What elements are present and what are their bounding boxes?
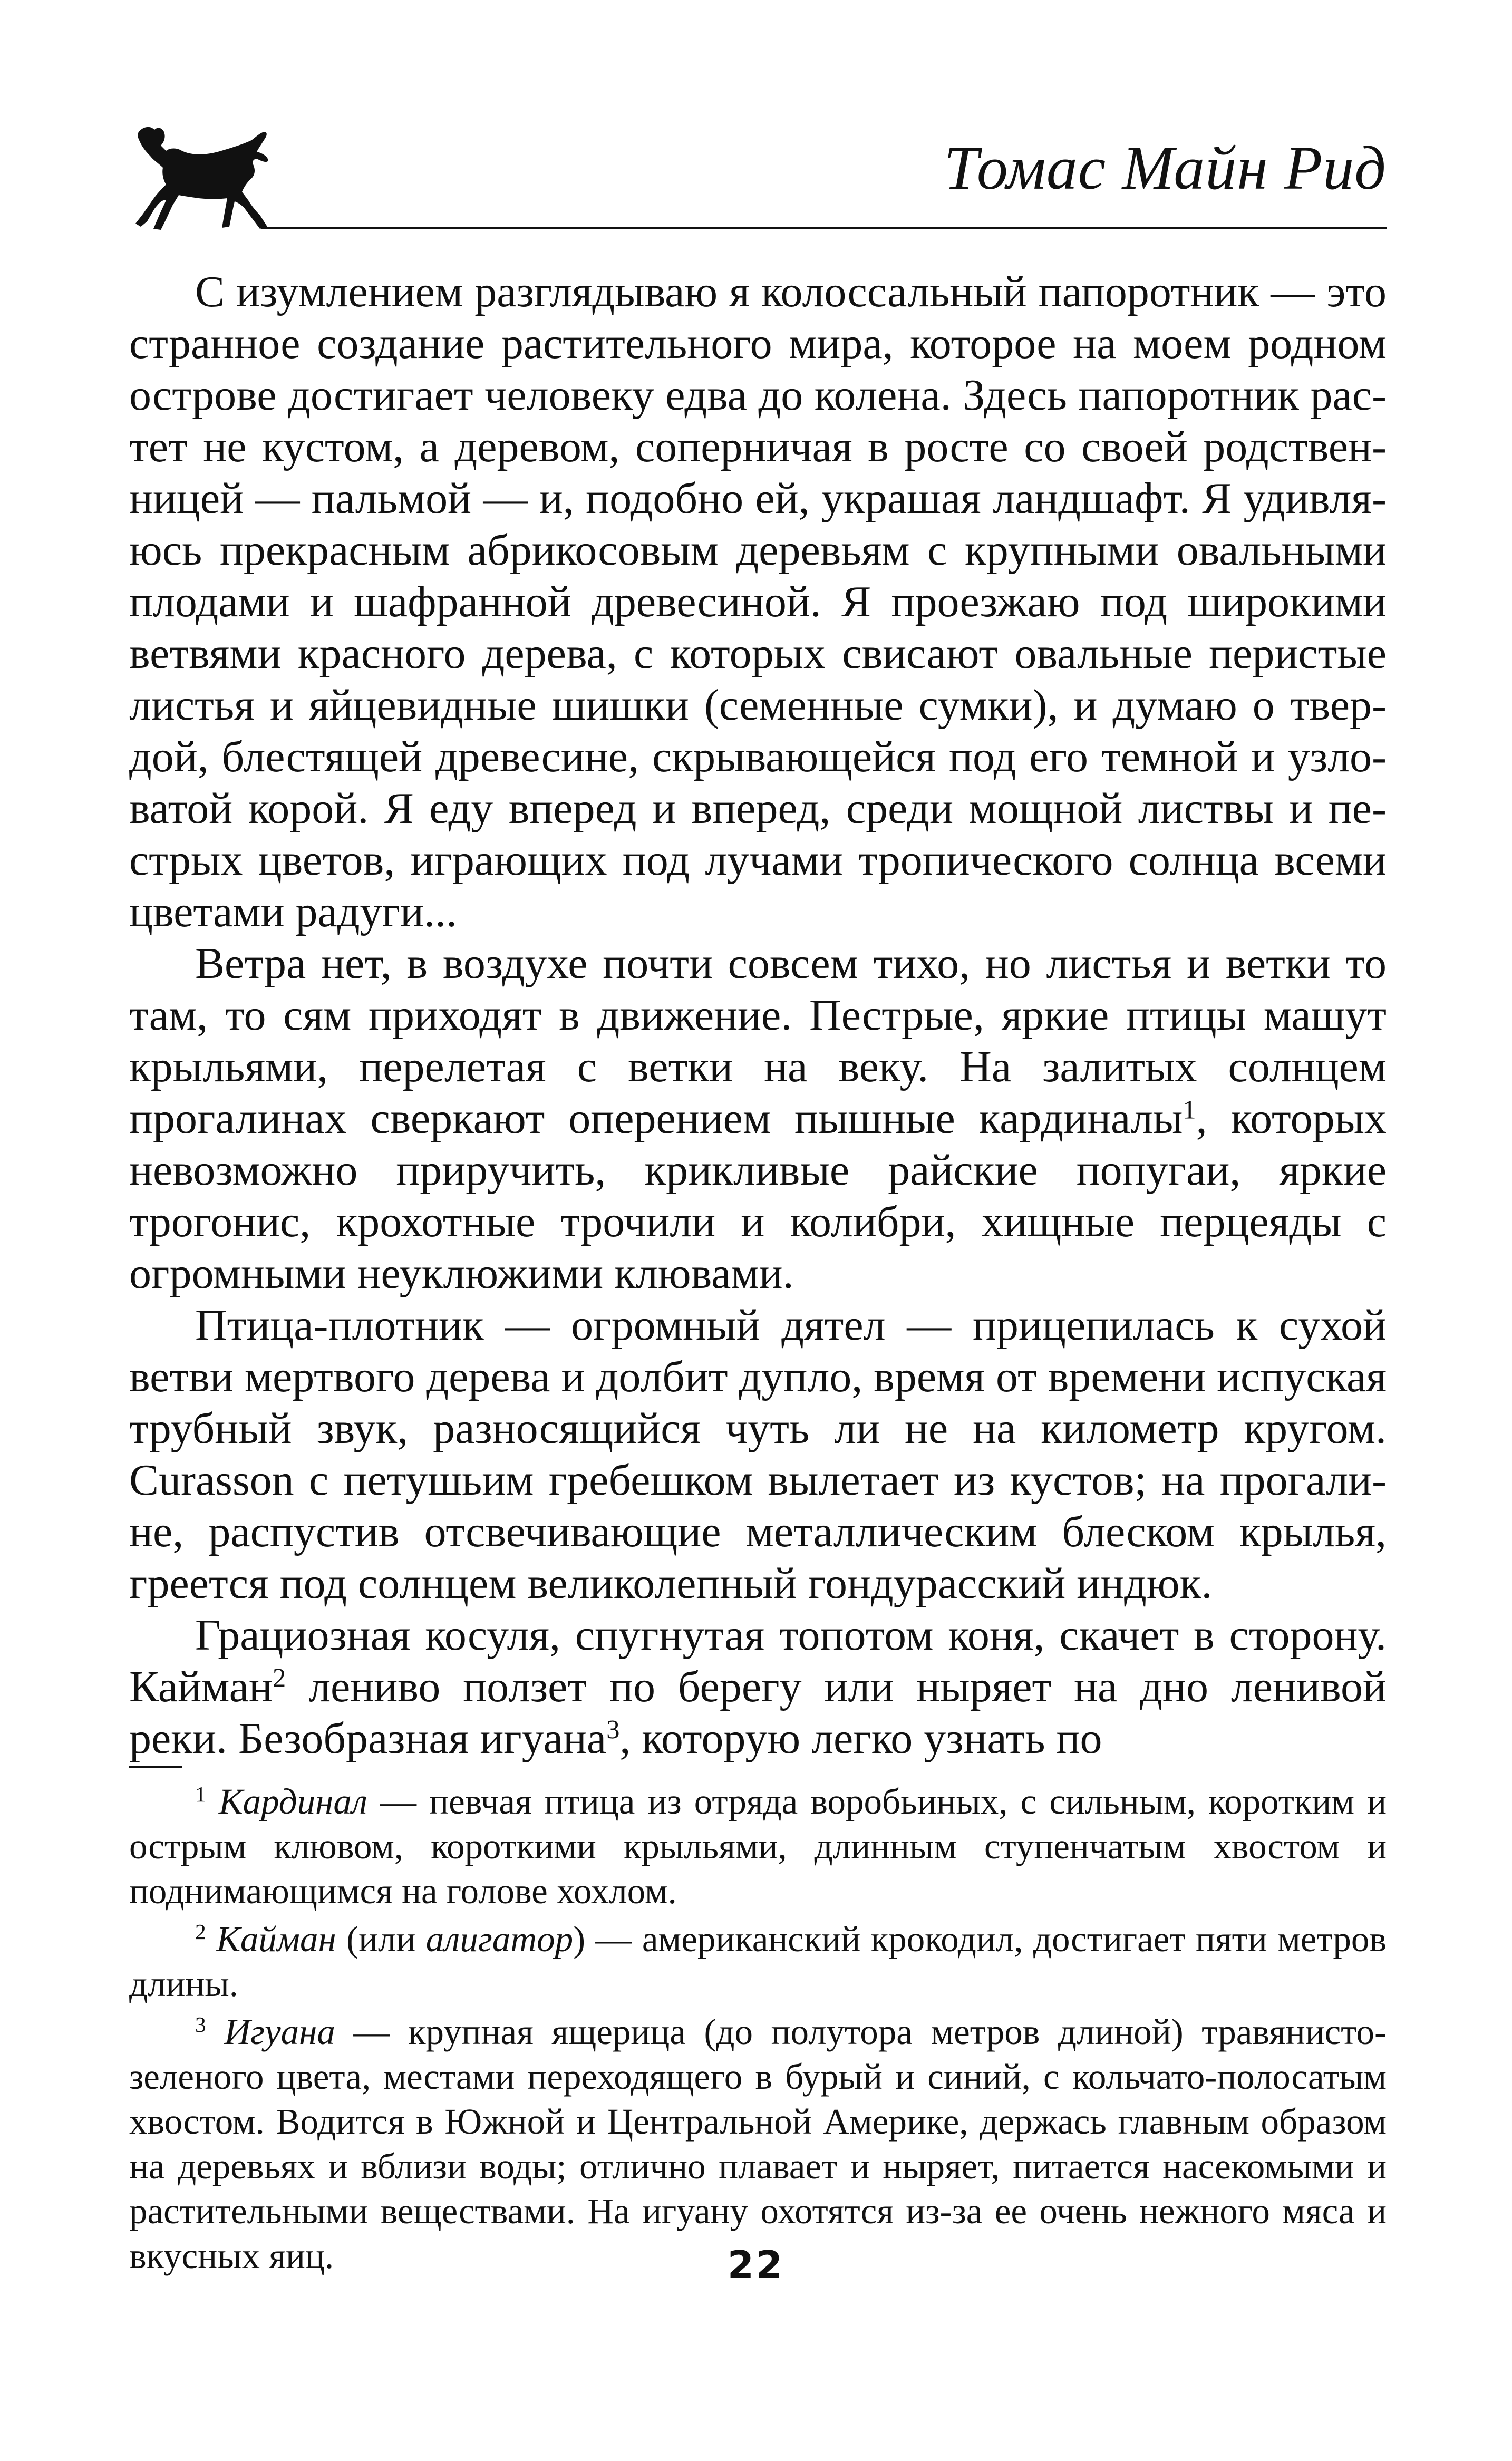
footnote <box>129 1917 1387 2007</box>
footnote <box>129 1779 1387 1914</box>
footnotes <box>129 1779 1387 2282</box>
horse-icon <box>129 121 272 235</box>
paragraph <box>129 266 1387 938</box>
footnote <box>129 2010 1387 2279</box>
footnote-separator <box>129 1766 182 1768</box>
footnote-text: — крупная ящерица (до полутора метров длиной) травянисто-зеленого цвета, местами переходящего в бурый и синий, с кольчато-полосатым хвостом. Водится в Южной и Центральной Америке, держась главным образом на деревьях и вблизи воды; отлично плавает и ныряет, питается насекомыми и растительными веществами. На игуану охотятся из-за ее очень нежного мяса и вкусных яиц. <box>129 2012 1387 2276</box>
footnote-term: алигатор <box>425 1919 574 1959</box>
footnote-number: 1 <box>195 1782 206 1807</box>
footnote-text: — певчая птица из отряда воробьиных, с сильным, коротким и острым клювом, короткими крыльями, длинным ступенчатым хвостом и поднимающимся на голове хохлом. <box>129 1781 1387 1911</box>
footnote-marker: 3 <box>606 1714 620 1745</box>
footnote-marker: 2 <box>272 1663 286 1693</box>
paragraph-text: , которых невозможно приручить, крикливые райские попугаи, яркие трогонис, крохотные трочили и колибри, хищные перцеяды с огромными неуклюжими клювами. <box>129 1094 1387 1298</box>
paragraph-text: , которую легко узнать по <box>619 1714 1102 1763</box>
paragraph-text: Ветра нет, в воздухе почти совсем тихо, но листья и ветки то там, то сям приходят в движение. Пестрые, яркие птицы машут крыльями, перелетая с ветки на веку. На залитых солнцем прогалинах сверкают оперением пышные кардиналы <box>129 939 1387 1143</box>
footnote-term: Кардинал <box>218 1781 367 1821</box>
footnote-number: 3 <box>195 2012 206 2037</box>
paragraph-text: лениво ползет по берегу или ныряет на дно ленивой реки. Безобразная игуана <box>129 1662 1387 1763</box>
paragraph-text: Птица-плотник — огромный дятел — прицепилась к сухой ветви мертвого дерева и долбит дупло, время от времени испуская трубный звук, разносящийся чуть ли не на километр кругом. Curasson с петушьим гребешком вылетает из кустов; на прогалине, распустив отсвечивающие металлическим блеском крылья, греется под солнцем великолепный гондурасский индюк. <box>129 1301 1387 1608</box>
footnote-text: ) — американский крокодил, достигает пяти метров длины. <box>129 1919 1387 2004</box>
footnote-number: 2 <box>195 1920 206 1944</box>
page-number: 22 <box>727 2243 785 2287</box>
paragraph <box>129 1300 1387 1610</box>
footnote-term: Кайман <box>216 1919 336 1959</box>
running-header <box>129 121 1387 237</box>
header-rule <box>261 227 1387 229</box>
paragraph <box>129 938 1387 1300</box>
paragraph <box>129 1610 1387 1765</box>
header-author: Томас Майн Рид <box>944 133 1387 202</box>
footnote-marker: 1 <box>1183 1094 1196 1125</box>
paragraph-text: Грациозная косуля, спугнутая топотом коня, скачет в сторону. Кайман <box>129 1611 1387 1711</box>
paragraph-text: С изумлением разглядываю я колоссальный папоротник — это странное создание растительного мира, которое на моем родном острове достигает человеку едва до колена. Здесь папоротник растет не кустом, а деревом, соперничая в росте со своей родственницей — пальмой — и, подобно ей, украшая ландшафт. Я удивляюсь прекрасным абрикосовым деревьям с крупными овальными плодами и шафранной древесиной. Я проезжаю под широкими ветвями красного дерева, с которых свисают овальные перистые листья и яйцевидные шишки (семенные сумки), и думаю о твердой, блестящей древесине, скрывающейся под его темной и узловатой корой. Я еду вперед и вперед, среди мощной листвы и пестрых цветов, играющих под лучами тропического солнца всеми цветами радуги... <box>129 267 1387 936</box>
main-text <box>129 266 1387 1765</box>
footnote-term: Игуана <box>224 2012 335 2052</box>
footnote-text: (или <box>336 1919 426 1959</box>
